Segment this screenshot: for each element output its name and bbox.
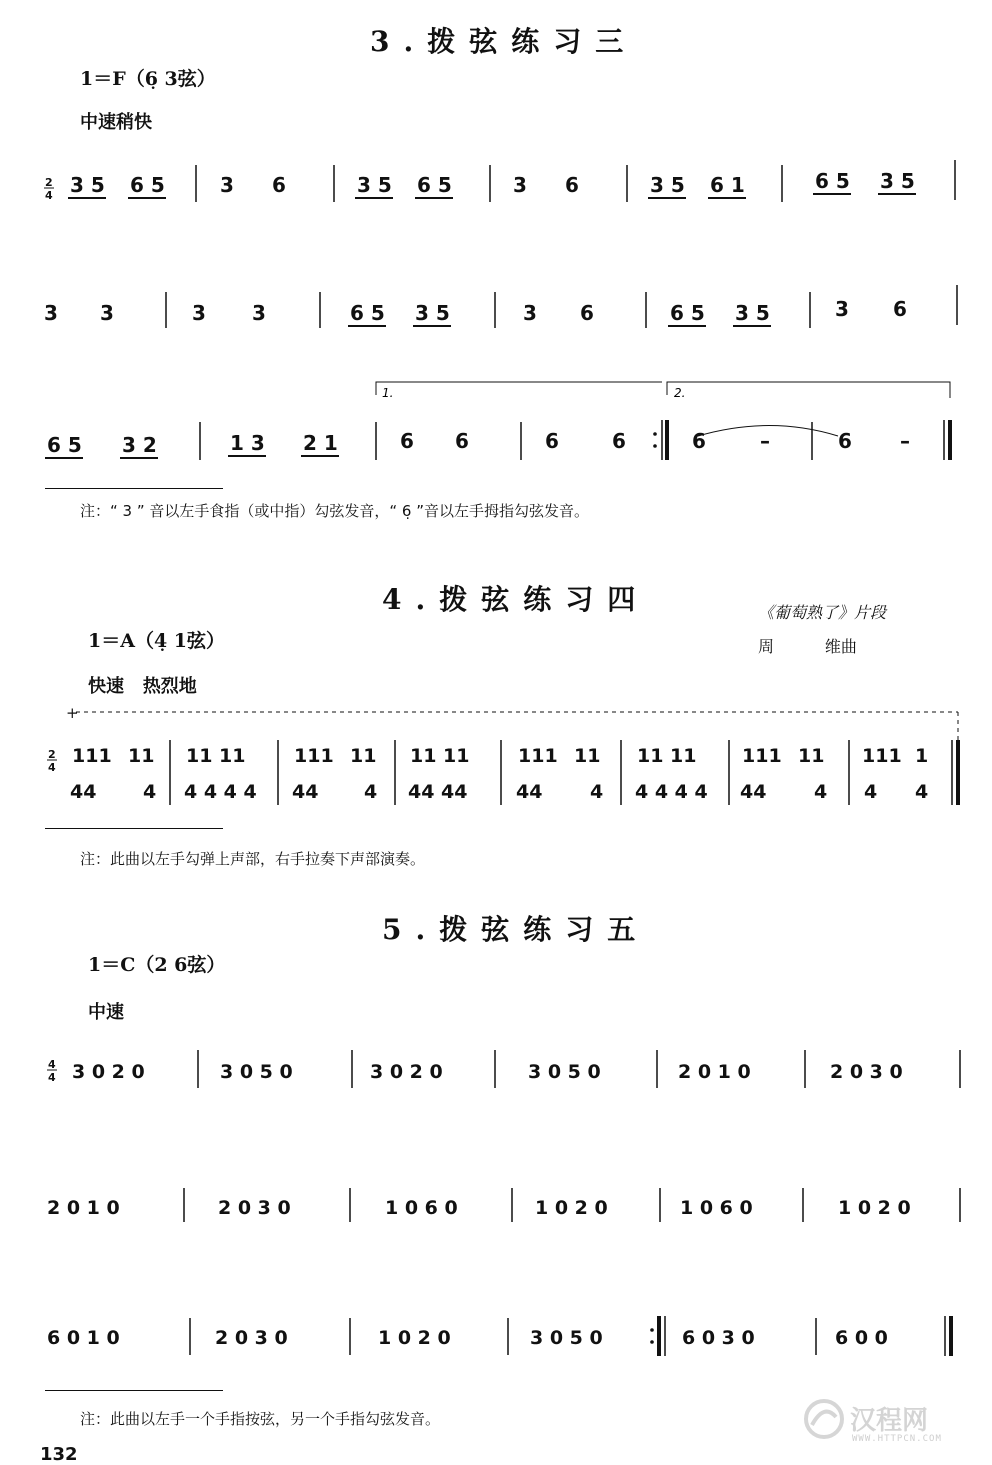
- section-5-score: [0, 1010, 992, 1380]
- section-3-key: 1＝F（6̣ 3弦）: [80, 68, 216, 90]
- section-3-score: [0, 130, 992, 480]
- svg-text:4 4 4 4: 4 4 4 4: [184, 781, 257, 803]
- svg-text:111: 111: [862, 745, 902, 767]
- svg-text:4 4 4 4: 4 4 4 4: [635, 781, 708, 803]
- svg-text:11: 11: [798, 745, 825, 767]
- svg-text:11: 11: [574, 745, 601, 767]
- svg-text:2 0 1 0: 2 0 1 0: [47, 1197, 120, 1219]
- svg-text:4: 4: [48, 761, 56, 774]
- svg-text:3: 3: [100, 301, 114, 325]
- svg-text:11: 11: [350, 745, 377, 767]
- watermark-brand: 汉程网: [850, 1406, 929, 1436]
- svg-text:3: 3: [835, 297, 849, 321]
- svg-text:+: +: [66, 704, 79, 722]
- svg-text:6: 6: [565, 173, 579, 197]
- svg-text:6 0 3 0: 6 0 3 0: [682, 1327, 755, 1349]
- section-4-score: [0, 700, 992, 815]
- svg-text:4: 4: [48, 1058, 56, 1071]
- svg-text:6 0 1 0: 6 0 1 0: [47, 1327, 120, 1349]
- footnote-rule: [45, 488, 223, 489]
- watermark-swirl-icon: [800, 1395, 848, 1443]
- section-4-source: 《葡萄熟了》片段: [758, 603, 887, 622]
- section-3-tempo: 中速稍快: [80, 112, 152, 133]
- svg-text:1 0 6 0: 1 0 6 0: [680, 1197, 753, 1219]
- svg-text:4: 4: [814, 781, 828, 803]
- svg-text:3: 3: [220, 173, 234, 197]
- section-4-tempo: 快速 热烈地: [88, 676, 197, 697]
- section-5-title: 5.拨弦练习五: [382, 913, 650, 946]
- svg-text:11 11: 11 11: [186, 745, 246, 767]
- svg-text:4: 4: [48, 1071, 56, 1084]
- svg-text:1 0 2 0: 1 0 2 0: [378, 1327, 451, 1349]
- svg-text:6 5: 6 5: [417, 173, 452, 197]
- svg-text:44 44: 44 44: [408, 781, 468, 803]
- svg-text:6 5: 6 5: [47, 433, 82, 457]
- svg-text:2 0 3 0: 2 0 3 0: [218, 1197, 291, 1219]
- svg-text:4: 4: [143, 781, 157, 803]
- section-4-composer: 周 维曲: [758, 637, 857, 656]
- ending-1-label: 1.: [382, 386, 394, 400]
- svg-text:6 5: 6 5: [350, 301, 385, 325]
- svg-text:44: 44: [292, 781, 319, 803]
- ending-2-label: 2.: [674, 386, 686, 400]
- svg-text:44: 44: [516, 781, 543, 803]
- svg-text:6 1: 6 1: [710, 173, 745, 197]
- svg-text:6: 6: [838, 429, 852, 453]
- svg-text:3 5: 3 5: [357, 173, 392, 197]
- svg-text:4: 4: [590, 781, 604, 803]
- svg-text:3 0 2 0: 3 0 2 0: [370, 1061, 443, 1083]
- svg-text:2 0 3 0: 2 0 3 0: [830, 1061, 903, 1083]
- svg-text:4: 4: [915, 781, 929, 803]
- svg-text:3 5: 3 5: [70, 173, 105, 197]
- svg-text:6: 6: [545, 429, 559, 453]
- svg-text:6 5: 6 5: [130, 173, 165, 197]
- footnote-rule: [45, 828, 223, 829]
- page-number: 132: [40, 1444, 78, 1465]
- section-4-key: 1＝A（4̣ 1弦）: [88, 630, 226, 652]
- svg-text:3 5: 3 5: [650, 173, 685, 197]
- svg-text:111: 111: [294, 745, 334, 767]
- svg-text:111: 111: [72, 745, 112, 767]
- svg-text:3: 3: [44, 301, 58, 325]
- svg-text:2 1: 2 1: [303, 431, 338, 455]
- svg-text:3 5: 3 5: [735, 301, 770, 325]
- section-4-note: 注：此曲以左手勾弹上声部，右手拉奏下声部演奏。: [80, 850, 426, 868]
- svg-text:3 0 2 0: 3 0 2 0: [72, 1061, 145, 1083]
- svg-text:3 2: 3 2: [122, 433, 157, 457]
- svg-text:6: 6: [893, 297, 907, 321]
- svg-text:3: 3: [252, 301, 266, 325]
- svg-text:–: –: [900, 429, 910, 453]
- svg-text:3 0 5 0: 3 0 5 0: [220, 1061, 293, 1083]
- svg-text:11: 11: [128, 745, 155, 767]
- svg-text:3 0 5 0: 3 0 5 0: [530, 1327, 603, 1349]
- svg-text:111: 111: [742, 745, 782, 767]
- svg-text:44: 44: [70, 781, 97, 803]
- section-4-title: 4.拨弦练习四: [382, 583, 650, 616]
- svg-text:44: 44: [740, 781, 767, 803]
- svg-text:2: 2: [48, 748, 56, 761]
- svg-text:6 5: 6 5: [670, 301, 705, 325]
- svg-text:1 0 6 0: 1 0 6 0: [385, 1197, 458, 1219]
- svg-text:3 0 5 0: 3 0 5 0: [528, 1061, 601, 1083]
- svg-text:11 11: 11 11: [410, 745, 470, 767]
- section-3-note: 注：“ 3 ” 音以左手食指（或中指）勾弦发音，“ 6̣ ”音以左手拇指勾弦发音。: [80, 502, 590, 520]
- svg-text:1 0 2 0: 1 0 2 0: [535, 1197, 608, 1219]
- watermark-logo: [800, 1395, 848, 1447]
- svg-text:1 0 2 0: 1 0 2 0: [838, 1197, 911, 1219]
- svg-text:4: 4: [864, 781, 878, 803]
- svg-text:6: 6: [400, 429, 414, 453]
- svg-text:3: 3: [513, 173, 527, 197]
- svg-text:3: 3: [523, 301, 537, 325]
- svg-text:4: 4: [45, 189, 53, 202]
- footnote-rule: [45, 1390, 223, 1391]
- svg-text:3 5: 3 5: [880, 169, 915, 193]
- svg-text:11 11: 11 11: [637, 745, 697, 767]
- svg-text:6: 6: [692, 429, 706, 453]
- svg-text:6 0 0: 6 0 0: [835, 1327, 888, 1349]
- svg-text:–: –: [760, 429, 770, 453]
- section-5-key: 1＝C（2 6弦）: [88, 954, 226, 976]
- section-3-title: 3.拨弦练习三: [370, 25, 638, 58]
- svg-text:2 0 3 0: 2 0 3 0: [215, 1327, 288, 1349]
- svg-text:1: 1: [915, 745, 929, 767]
- section-5-tempo: 中速: [88, 1002, 124, 1023]
- svg-text:111: 111: [518, 745, 558, 767]
- watermark-url: WWW.HTTPCN.COM: [852, 1434, 942, 1444]
- svg-text:6: 6: [612, 429, 626, 453]
- svg-text:2 0 1 0: 2 0 1 0: [678, 1061, 751, 1083]
- svg-text:4: 4: [364, 781, 378, 803]
- svg-text:6: 6: [272, 173, 286, 197]
- section-5-note: 注：此曲以左手一个手指按弦，另一个手指勾弦发音。: [80, 1410, 441, 1428]
- svg-text:6: 6: [580, 301, 594, 325]
- svg-text:6: 6: [455, 429, 469, 453]
- time-signature: 2: [45, 176, 53, 189]
- svg-text:3 5: 3 5: [415, 301, 450, 325]
- svg-text:3: 3: [192, 301, 206, 325]
- svg-text:6 5: 6 5: [815, 169, 850, 193]
- svg-text:1 3: 1 3: [230, 431, 265, 455]
